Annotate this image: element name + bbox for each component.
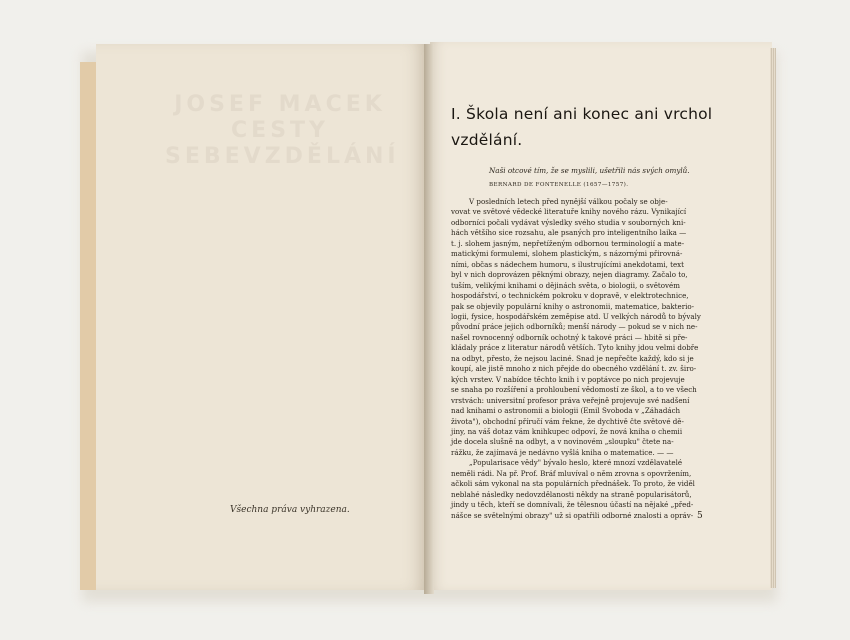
body-text-line: kládaly práce z literatur národů větších. Tyto knihy jdou velmi dobře (451, 343, 699, 353)
body-text-line: hách většího sice rozsahu, ale psaných pro inteligentního laika — (451, 228, 687, 238)
body-text-line: koupí, ale jistě mnoho z nich přejde do obecného vzdělání t. zv. širo- (451, 364, 697, 374)
body-text-line: našel rovnocenný odborník ochotný k takové práci — hbitě si pře- (451, 332, 688, 342)
body-text-line: nad knihami o astronomii a biologii (Emil Svoboda v „Záhadách (451, 406, 681, 416)
body-text-line: jindy u těch, kteří se domnívali, že tělesnou účastí na nějaké „před- (451, 500, 694, 510)
chapter-title (451, 101, 741, 153)
body-text-line: života"), obchodní příručí vám řekne, že dychtivě čte světové dě- (451, 416, 684, 426)
body-text-line: odborníci počali vydávat výsledky svého studia v souborných kni- (451, 217, 686, 227)
book-gutter (424, 44, 434, 594)
bleed-through-title: JOSEF MACEK CESTY SEBEVZDĚLÁNÍ (165, 92, 400, 169)
body-text (451, 197, 739, 521)
page-edges (770, 48, 776, 588)
body-text-line: kých vrstev. V nabídce těchto knih i v poptávce po nich projevuje (451, 374, 685, 384)
page-number: 5 (697, 511, 703, 521)
body-text-line: neměli rádi. Na př. Prof. Bráf mluvíval o něm zrovna s opovržením, (451, 468, 692, 478)
body-text-line: vrstvách: universitní profesor práva veřejně projevuje své nadšení (451, 395, 690, 405)
body-text-line: neblahé následky nedovzdělanosti někdy na straně popularisátorů, (451, 489, 692, 499)
body-text-line: hospodářství, o technickém pokroku v dopravě, v elektrotechnice, (451, 291, 689, 301)
body-text-line: na odbyt, přesto, že nejsou laciné. Snad je nepřečte každý, kdo si je (451, 353, 694, 363)
body-text-line: se snaha po rozšíření a prohloubení vědomostí ze škol, a to ve všech (451, 385, 697, 395)
body-text-line: t. j. slohem jasným, nepřetíženým odbornou terminologií a mate- (451, 238, 685, 248)
body-text-line: logii, fysice, hospodářském zeměpise atd. U velkých národů to bývaly (451, 311, 701, 321)
rights-notice: Všechna práva vyhrazena. (230, 505, 350, 515)
body-text-line: ními, občas s nádechem humoru, s ilustrujícími anekdotami, text (451, 259, 685, 269)
body-text-line: byl v nich doprovázen pěknými obrazy, nejen diagramy. Začalo to, (451, 270, 688, 280)
chapter-title-line: vzdělání. (451, 131, 523, 149)
body-text-line: nášce se světelnými obrazy" už si opatřili odborné znalosti a opráv- (451, 510, 694, 520)
body-text-line: V posledních letech před nynější válkou počaly se obje- (451, 197, 668, 206)
epigraph-quote: Naši otcové tím, že se myslili, ušetřili nás svých omylů. (489, 166, 690, 175)
epigraph-author: BERNARD DE FONTENELLE (1657—1757). (489, 182, 629, 188)
body-text-line: původní práce jejich odborníků; menší národy — pokud se v nich ne- (451, 322, 698, 332)
body-text-line: matickými formulemi, slohem plastickým, s názornými přirovná- (451, 249, 683, 259)
body-text-line: „Popularisace vědy" bývalo heslo, které mnozí vzdělavatelé (451, 458, 683, 468)
body-text-line: jiny, na váš dotaz vám knihkupec odpoví, že nová kniha o chemii (451, 426, 683, 436)
body-text-line: ačkoli sám vykonal na sta populárních přednášek. To proto, že viděl (451, 479, 695, 489)
body-text-line: tuším, velikými knihami o dějinách světa, o biologii, o světovém (451, 280, 680, 290)
chapter-title-line: I. Škola není ani konec ani vrchol (451, 105, 713, 123)
body-text-line: vovat ve světové vědecké literatuře knihy nového rázu. Vynikající (451, 207, 687, 217)
body-text-line: jde docela slušně na odbyt, a v novinovém „sloupku" čtete na- (451, 437, 674, 447)
body-text-line: rážku, že zajímavá je nedávno vyšlá kniha o matematice. — — (451, 447, 674, 457)
body-text-line: pak se objevily populární knihy o astronomii, matematice, bakterio- (451, 301, 695, 311)
